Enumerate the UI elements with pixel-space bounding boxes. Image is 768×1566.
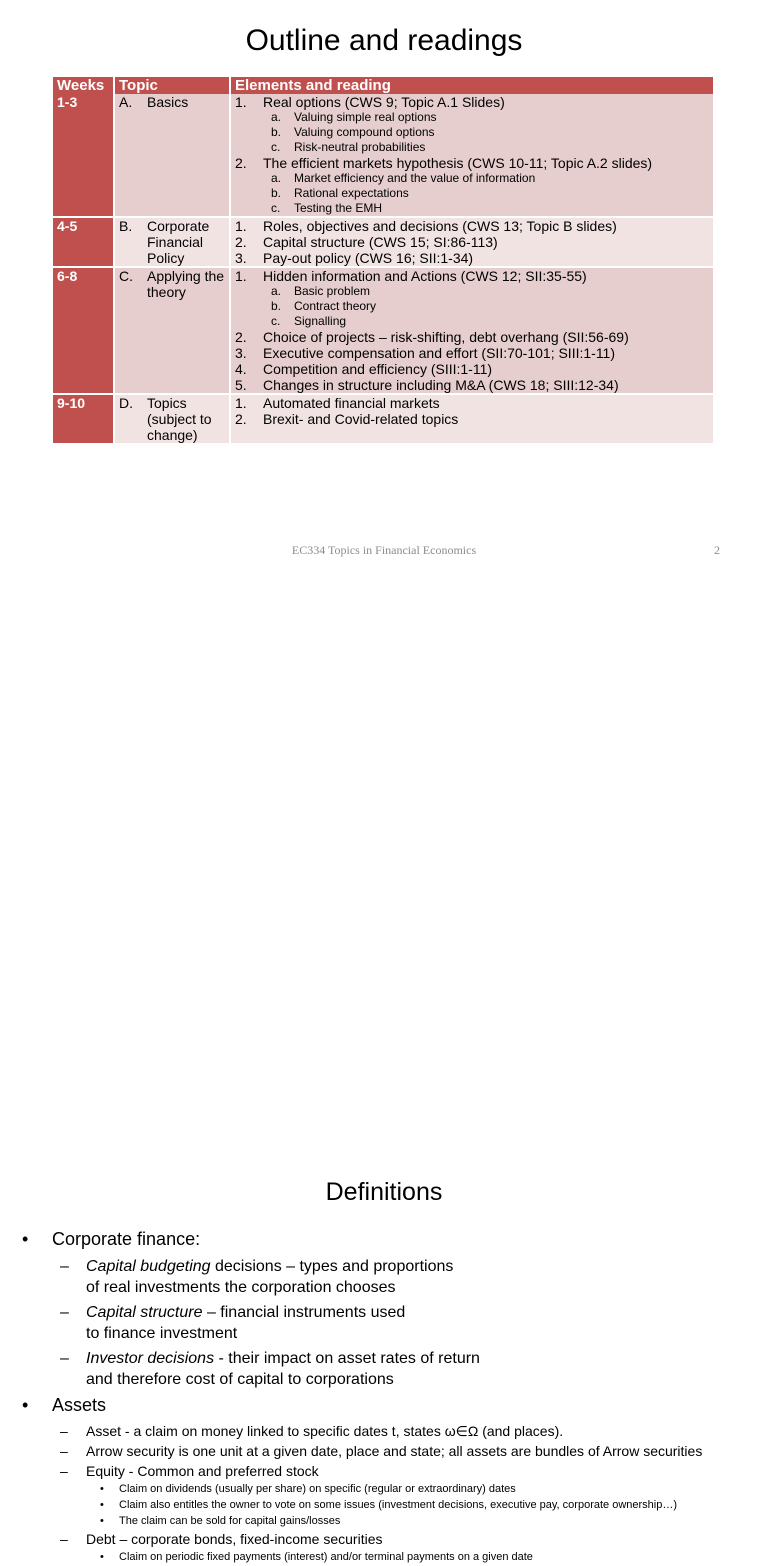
reading-item bbox=[231, 218, 713, 234]
topic-name: Basics bbox=[147, 94, 189, 110]
equity-sub-2: • Claim also entitles the owner to vote on some issues (investment decisions, executive pay, corporate ownership…) bbox=[100, 1499, 678, 1511]
item-number: 3. bbox=[235, 345, 247, 361]
bullet-corporate-finance: • Corporate finance: bbox=[22, 1229, 201, 1249]
item-text: Hidden information and Actions (CWS 12; SII:35-55) bbox=[263, 268, 587, 284]
weeks-cell: 9-10 bbox=[53, 394, 114, 444]
topic-letter: C. bbox=[119, 268, 133, 284]
table-row bbox=[53, 267, 714, 394]
sub-item bbox=[231, 284, 713, 299]
bullet-capital-budgeting: – Capital budgeting decisions – types and proportions of real investments the corporation chooses bbox=[60, 1258, 454, 1296]
header-topic: Topic bbox=[114, 77, 230, 94]
item-text: Real options (CWS 9; Topic A.1 Slides) bbox=[263, 94, 505, 110]
item-number: 1. bbox=[235, 94, 247, 110]
item-text: Automated financial markets bbox=[263, 395, 440, 411]
slide-definitions bbox=[0, 576, 768, 1563]
bullet-equity-def: – Equity - Common and preferred stock bbox=[60, 1463, 319, 1479]
sub-item-letter: b. bbox=[271, 125, 282, 139]
weeks-cell: 4-5 bbox=[53, 217, 114, 267]
sub-item bbox=[231, 140, 713, 155]
footer-course: EC334 Topics in Financial Economics bbox=[291, 543, 477, 557]
sub-item-text: Valuing compound options bbox=[294, 125, 435, 139]
sub-item-text: Rational expectations bbox=[294, 186, 409, 200]
outline-table bbox=[53, 77, 715, 445]
reading-item bbox=[231, 377, 713, 393]
item-text: Changes in structure including M&A (CWS 18; SIII:12-34) bbox=[263, 377, 619, 393]
sub-item bbox=[231, 201, 713, 216]
sub-item-letter: a. bbox=[271, 284, 282, 298]
item-number: 2. bbox=[235, 234, 247, 250]
slide-title-definitions: Definitions bbox=[325, 1178, 443, 1206]
item-number: 1. bbox=[235, 395, 247, 411]
sub-item-letter: c. bbox=[271, 314, 281, 328]
item-number: 1. bbox=[235, 268, 247, 284]
header-weeks: Weeks bbox=[53, 77, 114, 94]
item-text: Competition and efficiency (SIII:1-11) bbox=[263, 361, 493, 377]
weeks-cell: 6-8 bbox=[53, 267, 114, 394]
reading-item bbox=[231, 155, 713, 171]
reading-item bbox=[231, 94, 713, 110]
item-text: Roles, objectives and decisions (CWS 13; Topic B slides) bbox=[263, 218, 617, 234]
sub-item-text: Valuing simple real options bbox=[294, 110, 437, 124]
table-row bbox=[53, 394, 714, 444]
topic-cell bbox=[114, 394, 230, 444]
header-elements: Elements and reading bbox=[230, 77, 714, 94]
table-row bbox=[53, 217, 714, 267]
item-number: 2. bbox=[235, 155, 247, 171]
item-number: 2. bbox=[235, 411, 247, 427]
page-number: 2 bbox=[714, 543, 720, 557]
sub-item-text: Risk-neutral probabilities bbox=[294, 140, 426, 154]
equity-sub-3: • The claim can be sold for capital gains/losses bbox=[100, 1515, 341, 1527]
sub-item bbox=[231, 110, 713, 125]
bullet-debt-def: – Debt – corporate bonds, fixed-income securities bbox=[60, 1531, 383, 1547]
topic-letter: D. bbox=[119, 395, 133, 411]
equity-sub-1: • Claim on dividends (usually per share) on specific (regular or extraordinary) dates bbox=[100, 1483, 516, 1495]
sub-item-text: Testing the EMH bbox=[294, 201, 383, 215]
reading-item bbox=[231, 361, 713, 377]
item-text: Brexit- and Covid-related topics bbox=[263, 411, 459, 427]
elements-cell bbox=[230, 217, 714, 267]
sub-item-text: Signalling bbox=[294, 314, 347, 328]
table-row bbox=[53, 94, 714, 217]
sub-item bbox=[231, 314, 713, 329]
topic-name: Corporate Financial Policy bbox=[147, 218, 210, 266]
item-number: 3. bbox=[235, 250, 247, 266]
reading-item bbox=[231, 345, 713, 361]
bullet-assets: • Assets bbox=[22, 1395, 107, 1415]
bullet-arrow-def: – Arrow security is one unit at a given date, place and state; all assets are bundles of Arrow securities bbox=[60, 1443, 703, 1459]
reading-item bbox=[231, 411, 713, 427]
item-number: 4. bbox=[235, 361, 247, 377]
item-number: 5. bbox=[235, 377, 247, 393]
sub-item-letter: c. bbox=[271, 140, 281, 154]
sub-item bbox=[231, 171, 713, 186]
elements-cell bbox=[230, 394, 714, 444]
weeks-cell: 1-3 bbox=[53, 94, 114, 217]
bullet-asset-def: – Asset - a claim on money linked to specific dates t, states ω∈Ω (and places). bbox=[60, 1423, 564, 1439]
item-text: The efficient markets hypothesis (CWS 10-11; Topic A.2 slides) bbox=[263, 155, 653, 171]
topic-name: Topics (subject to change) bbox=[147, 395, 212, 443]
topic-letter: B. bbox=[119, 218, 133, 234]
sub-item bbox=[231, 186, 713, 201]
item-text: Choice of projects – risk-shifting, debt overhang (SII:56-69) bbox=[263, 329, 629, 345]
sub-item-letter: a. bbox=[271, 110, 282, 124]
sub-item-letter: c. bbox=[271, 201, 281, 215]
topic-cell bbox=[114, 217, 230, 267]
item-text: Pay-out policy (CWS 16; SII:1-34) bbox=[263, 250, 474, 266]
bullet-investor-decisions: – Investor decisions - their impact on asset rates of return and therefore cost of capital to corporations bbox=[60, 1350, 480, 1388]
sub-item-text: Market efficiency and the value of information bbox=[294, 171, 536, 185]
item-number: 2. bbox=[235, 329, 247, 345]
elements-cell bbox=[230, 94, 714, 217]
sub-item-text: Basic problem bbox=[294, 284, 371, 298]
item-text: Executive compensation and effort (SII:70-101; SIII:1-11) bbox=[263, 345, 616, 361]
reading-item bbox=[231, 234, 713, 250]
topic-name: Applying the theory bbox=[147, 268, 225, 300]
sub-item-letter: b. bbox=[271, 299, 282, 313]
item-text: Capital structure (CWS 15; SI:86-113) bbox=[263, 234, 498, 250]
sub-item-letter: a. bbox=[271, 171, 282, 185]
elements-cell bbox=[230, 267, 714, 394]
reading-item bbox=[231, 268, 713, 284]
sub-item bbox=[231, 299, 713, 314]
topic-cell bbox=[114, 94, 230, 217]
bullet-capital-structure: – Capital structure – financial instruments used to finance investment bbox=[60, 1304, 406, 1342]
slide-title: Outline and readings bbox=[245, 24, 523, 57]
sub-item-letter: b. bbox=[271, 186, 282, 200]
definitions-list bbox=[0, 1228, 768, 1566]
debt-sub-1: • Claim on periodic fixed payments (interest) and/or terminal payments on a given date bbox=[100, 1551, 533, 1563]
sub-item bbox=[231, 125, 713, 140]
topic-letter: A. bbox=[119, 94, 133, 110]
table-header-row bbox=[53, 77, 714, 94]
reading-item bbox=[231, 250, 713, 266]
slide-outline bbox=[0, 0, 768, 576]
item-number: 1. bbox=[235, 218, 247, 234]
reading-item bbox=[231, 329, 713, 345]
topic-cell bbox=[114, 267, 230, 394]
reading-item bbox=[231, 395, 713, 411]
sub-item-text: Contract theory bbox=[294, 299, 377, 313]
